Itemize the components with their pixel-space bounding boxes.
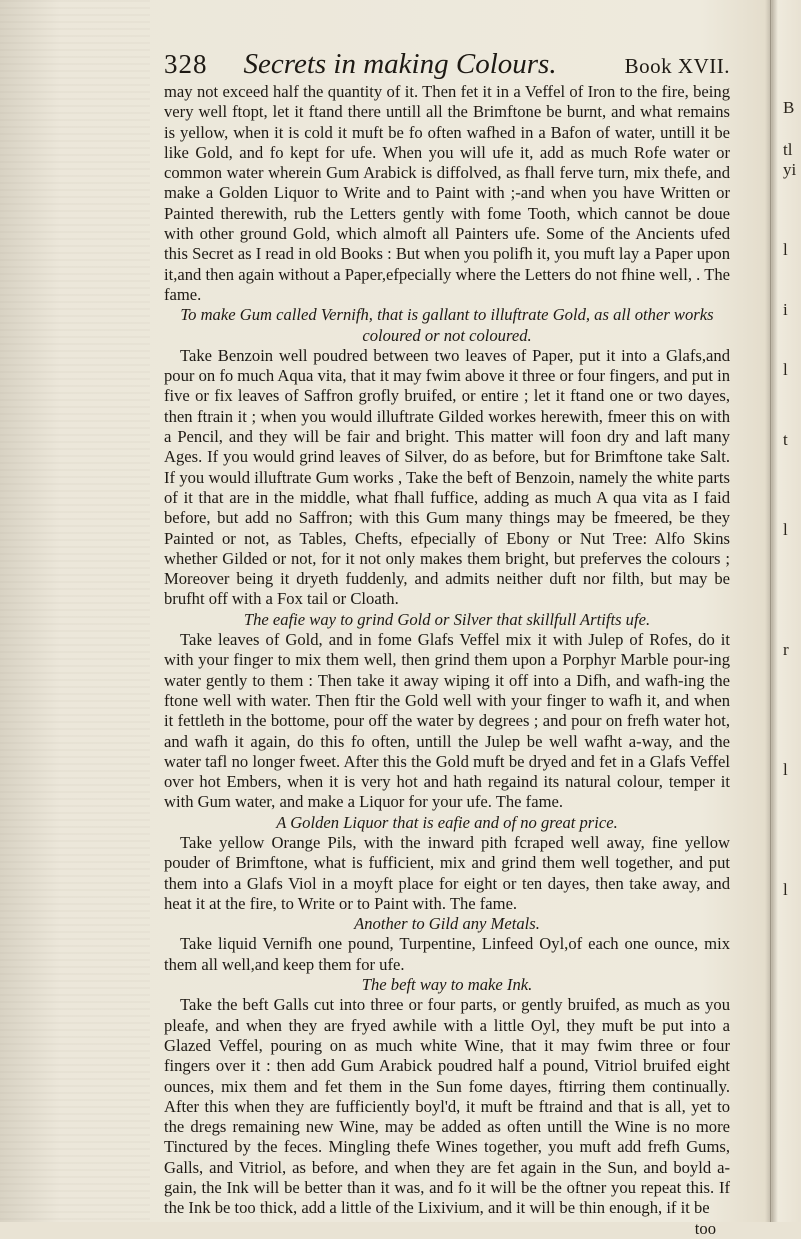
- recipe-heading: Another to Gild any Metals.: [354, 914, 540, 934]
- facing-page-glyph: l: [783, 520, 788, 539]
- paragraph: Take leaves of Gold, and in fome Glafs Veffel mix it with Julep of Rofes, do it with your finger to mix them well, then grind them upon a Porphyr Marble pour-ing water gently to them : Then take it away wiping it off into a Difh, and wafh-ing the ftone well with water. Then ftir the Gold well with your finger to wafh it, and when it fettleth in the bottome, pour off the water by degrees ; and pour on frefh water hot, and wafh it again, do this fo often, untill the Julep be well wafht a-way, and the water tafl no longer fweet. After this the Gold muft be dryed and fet in a Glafs Veffel over hot Embers, when it is very hot and hath regaind its natural colour, temper it with Gum water, and make a Liquor for your ufe. The fame.: [164, 630, 730, 812]
- catchword: too: [694, 1218, 716, 1238]
- facing-page-glyph: yi: [783, 160, 797, 179]
- paragraph: Take Benzoin well poudred between two leaves of Paper, put it into a Glafs,and pour on fo much Aqua vita, that it may fwim above it three or four fingers, and put in five or fix leaves of Saffron grofly bruifed, or entire ; let it ftand one or two dayes, then ftrain it ; when you would illuftrate Gilded workes herewith, fmeer this on with a Pencil, and they will be fair and bright. This matter will foon dry and laft many Ages. If you would grind leaves of Silver, do as before, but for Brimftone take Salt. If you would illuftrate Gum works , Take the beft of Benzoin, namely the white parts of it that are in the middle, what fhall fuffice, adding as much A qua vita as I faid before, but add no Saffron; with this Gum many things may be fmeered, be they Painted or not, as Tables, Chefts, efpecially of Ebony or Nut Tree: Alfo Skins whether Gilded or not, for it not only makes them bright, but preferves the colours ; Moreover being it dryeth fuddenly, and admits neither duft nor filth, but may be brufht off with a Fox tail or Cloath.: [164, 345, 730, 609]
- facing-page-glyph: i: [783, 300, 788, 319]
- body-text: [164, 82, 730, 1239]
- paragraph: Take yellow Orange Pils, with the inward pith fcraped well away, fine yellow pouder of Brimftone, what is fufficient, mix and grind them well together, and put them into a Glafs Viol in a moyft place for eight or ten dayes, then take away, and heat it at the fire, to Write or to Paint with. The fame.: [164, 832, 730, 913]
- running-title: Secrets in making Colours.: [243, 48, 557, 80]
- facing-page-glyph: l: [783, 880, 788, 899]
- facing-page-glyph: t: [783, 430, 788, 449]
- recipe-heading: The beft way to make Ink.: [361, 975, 533, 995]
- facing-page-glyph: B: [783, 98, 795, 117]
- paragraph: Take liquid Vernifh one pound, Turpentine, Linfeed Oyl,of each one ounce, mix them all well,and keep them for ufe.: [164, 934, 730, 974]
- recipe-heading: To make Gum called Vernifh, that is gallant to illuftrate Gold, as all other works coloured or not coloured.: [180, 305, 714, 345]
- facing-page-glyph: l: [783, 240, 788, 259]
- facing-page-edge: [770, 0, 801, 1222]
- page-number: 328: [164, 49, 208, 79]
- book-gutter: [0, 0, 150, 1222]
- facing-page-glyph: tl: [783, 140, 793, 159]
- facing-page-glyph: l: [783, 360, 788, 379]
- facing-page-glyph: r: [783, 640, 789, 659]
- book-page: [164, 48, 730, 1239]
- paragraph: Take the beft Galls cut into three or four parts, or gently bruifed, as much as you pleafe, and when they are fryed awhile with a little Oyl, they muft be put into a Glazed Veffel, pouring on as much white Wine, that it may fwim three or four fingers over it : then add Gum Arabick poudred half a pound, Vitriol bruifed eight ounces, mix them and fet them in the Sun fome dayes, ftirring them continually. After this when they are fufficiently boyl'd, it muft be ftraind and that is all, yet to the dregs remaining new Wine, may be added as often untill the Wine is no more Tinctured by the feces. Mingling thefe Wines together, you muft add frefh Gums, Galls, and Vitriol, as before, and when they are fet again in the Sun, and boyld a-gain, the Ink will be better than it was, and fo it will be the oftner you repeat this. If the Ink be too thick, add a little of the Lixivium, and it will be thin enough, if it be: [164, 995, 730, 1218]
- facing-page-glyph: l: [783, 760, 788, 779]
- book-label: Book XVII.: [624, 54, 730, 78]
- running-header: [164, 48, 730, 82]
- paragraph-continued: may not exceed half the quantity of it. Then fet it in a Veffel of Iron to the fire, being very well ftopt, let it ftand there untill all the Brimftone be burnt, and what remains is yellow, when it is cold it muft be fo often wafhed in a Bafon of water, untill it be like Gold, and fo kept for ufe. When you will ufe it, add as much Rofe water or common water wherein Gum Arabick is diffolved, as fhall ferve turn, mix thefe, and make a Golden Liquor to Write and to Paint with ;-and when you have Written or Painted therewith, rub the Letters gently with fome Tooth, which cannot be doue with other ground Gold, which almoft all Painters ufe. Some of the Ancients ufed this Secret as I read in old Books : But when you polifh it, you muft lay a Paper upon it,and then again without a Paper,efpecially where the Letters do not fhine well, . The fame.: [164, 82, 730, 304]
- recipe-heading: A Golden Liquor that is eafie and of no great price.: [276, 812, 618, 832]
- recipe-heading: The eafie way to grind Gold or Silver that skillfull Artifts ufe.: [243, 609, 651, 629]
